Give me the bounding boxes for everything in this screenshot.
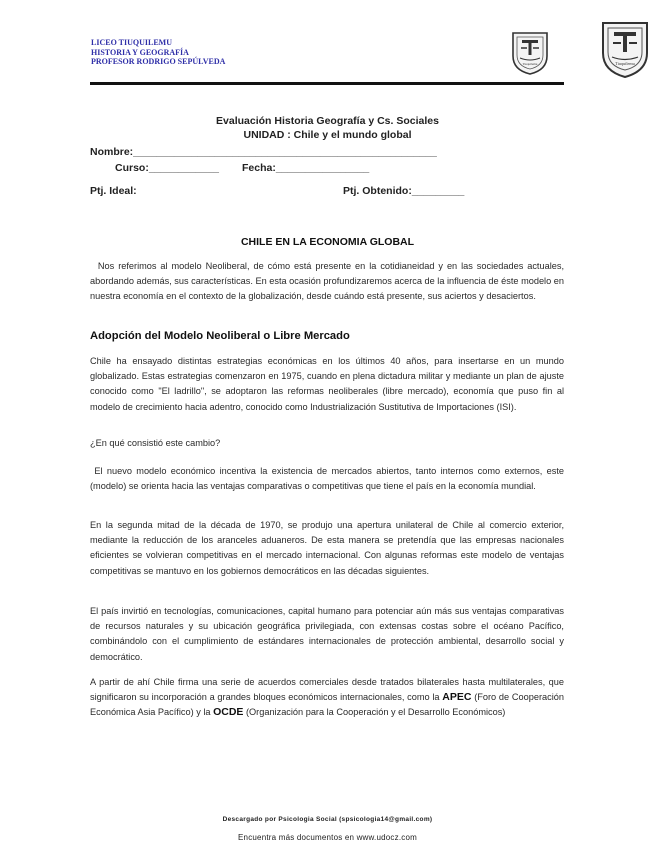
obtained-score-field[interactable]: Ptj. Obtenido:_________ (343, 185, 465, 197)
paragraph-strategies: Chile ha ensayado distintas estrategias económicas en los últimos 40 años, para insertarse en un mundo globalizado. Estas estrategias comenzaron en 1975, cuando en plena dictadura militar y mediante un plan de ajuste conocido como "El ladrillo", se adoptaron las reformas neoliberales (libre mercado), economía que puso fin al modelo de crecimiento hacia adentro, conocido como Industrialización Sustitutiva de Importaciones (ISI). (90, 356, 564, 412)
school-crest-small-icon (511, 28, 549, 76)
header-divider (90, 82, 564, 85)
date-field[interactable]: Fecha:________________ (242, 162, 370, 174)
ideal-score-field: Ptj. Ideal: (90, 185, 137, 197)
section-subheading: Adopción del Modelo Neoliberal o Libre Mercado (90, 330, 350, 342)
subject-name: HISTORIA Y GEOGRAFÍA (91, 47, 189, 57)
ocde-label: OCDE (213, 706, 244, 719)
name-field[interactable]: Nombre:____________________________________________________ (90, 146, 437, 158)
source-link[interactable]: Encuentra más documentos en www.udocz.com (238, 833, 417, 842)
svg-text:Tiuquilemu: Tiuquilemu (522, 62, 538, 66)
evaluation-title: Evaluación Historia Geografía y Cs. Sociales (216, 115, 439, 127)
svg-text:Tiuquilemu: Tiuquilemu (615, 61, 635, 66)
unit-title: UNIDAD : Chile y el mundo global (243, 129, 412, 141)
paragraph-new-model: El nuevo modelo económico incentiva la existencia de mercados abiertos, tanto internos como externos, este (modelo) se orienta hacia las ventajas comparativas o competitivas que tiene el país en la economía mundial. (90, 466, 567, 492)
article-title: CHILE EN LA ECONOMIA GLOBAL (240, 236, 415, 248)
download-credit: Descargado por Psicologia Social (spsicologia14@gmail.com) (222, 816, 433, 823)
apec-label: APEC (442, 691, 472, 704)
school-header (91, 38, 225, 67)
school-crest-large-icon (600, 17, 650, 79)
paragraph-opening: En la segunda mitad de la década de 1970, se produjo una apertura unilateral de Chile al comercio exterior, mediante la reducción de los aranceles aduaneros. De esta manera se pretendía que las empresas nacionales eficientes se volvieran competitivas en el mercado internacional. Con algunas reformas este modelo de ventajas competitivas se mantuvo en los gobiernos democráticos en las décadas siguientes. (90, 520, 564, 576)
intro-paragraph: Nos referimos al modelo Neoliberal, de cómo está presente en la cotidianeidad y en las sociedades actuales, abordando además, sus características. En esta ocasión profundizaremos acerca de la influencia de éste modelo en nuestra economía en el contexto de la globalización, desde cuándo está presente, sus aciertos y desaciertos. (90, 261, 567, 302)
course-field[interactable]: Curso:____________ (115, 162, 219, 174)
teacher-name: PROFESOR RODRIGO SEPÚLVEDA (91, 57, 226, 66)
question-text: ¿En qué consistió este cambio? (90, 438, 221, 448)
paragraph-agreements: A partir de ahí Chile firma una serie de acuerdos comerciales desde tratados bilaterales hasta multilaterales, que significaron su incorporación a grandes bloques económicos internacionales, como la APEC (Foro de Cooperación Económica Asia Pacífico) y la OCDE (Organización para la Cooperación y el Desarrollo Económicos) (90, 677, 564, 719)
school-name: LICEO TIUQUILEMU (91, 38, 172, 47)
paragraph-investment: El país invirtió en tecnologías, comunicaciones, capital humano para potenciar aún más sus ventajas comparativas de recursos naturales y su ubicación geográfica privilegiada, con extensas costas sobre el océano Pacífico, combinándolo con el cumplimiento de estándares internacionales de protección ambiental, desarrollo social y democrático. (90, 606, 564, 662)
